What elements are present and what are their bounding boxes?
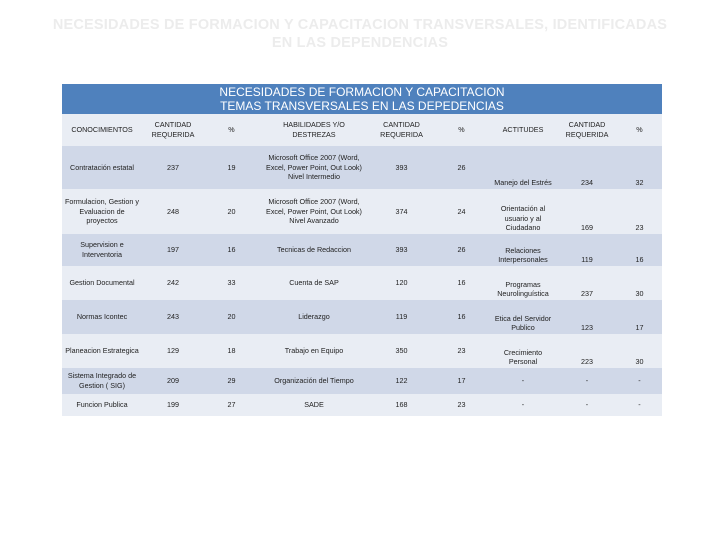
actitud-pct: 32 (617, 146, 662, 189)
header-cantidad-conocimientos: CANTIDAD REQUERIDA (142, 114, 204, 146)
header-pct-habilidades: % (434, 114, 489, 146)
actitud-pct: 30 (617, 334, 662, 368)
actitud-cell: Etica del Servidor Publico (489, 300, 557, 334)
actitud-cell: Crecimiento Personal (489, 334, 557, 368)
conocimiento-cantidad: 242 (142, 266, 204, 300)
table-title-line1: NECESIDADES DE FORMACION Y CAPACITACION (219, 85, 505, 99)
table-row (62, 394, 662, 416)
habilidad-cantidad: 120 (369, 266, 434, 300)
header-cantidad-actitudes: CANTIDAD REQUERIDA (557, 114, 617, 146)
needs-table (62, 114, 662, 416)
habilidad-cantidad: 168 (369, 394, 434, 416)
header-actitudes: ACTITUDES (489, 114, 557, 146)
header-conocimientos: CONOCIMIENTOS (62, 114, 142, 146)
conocimiento-cell: Sistema Integrado de Gestion ( SIG) (62, 368, 142, 394)
habilidad-cantidad: 393 (369, 234, 434, 266)
actitud-cantidad: 237 (557, 266, 617, 300)
habilidad-cantidad: 122 (369, 368, 434, 394)
conocimiento-pct: 20 (204, 189, 259, 234)
habilidad-pct: 26 (434, 234, 489, 266)
actitud-cantidad: 234 (557, 146, 617, 189)
conocimiento-pct: 18 (204, 334, 259, 368)
header-habilidades: HABILIDADES Y/O DESTREZAS (259, 114, 369, 146)
table-title-line2: TEMAS TRANSVERSALES EN LAS DEPEDENCIAS (220, 99, 504, 113)
conocimiento-pct: 16 (204, 234, 259, 266)
actitud-pct: 30 (617, 266, 662, 300)
habilidad-pct: 26 (434, 146, 489, 189)
actitud-cantidad: 123 (557, 300, 617, 334)
habilidad-pct: 16 (434, 300, 489, 334)
actitud-pct: 17 (617, 300, 662, 334)
conocimiento-cantidad: 199 (142, 394, 204, 416)
actitud-cell: - (489, 394, 557, 416)
actitud-cantidad: - (557, 394, 617, 416)
slide-title (0, 16, 720, 52)
actitud-cantidad: 223 (557, 334, 617, 368)
actitud-cantidad: 169 (557, 189, 617, 234)
habilidad-cell: SADE (259, 394, 369, 416)
conocimiento-cell: Planeacion Estrategica (62, 334, 142, 368)
table-row (62, 189, 662, 234)
conocimiento-pct: 33 (204, 266, 259, 300)
habilidad-pct: 23 (434, 394, 489, 416)
habilidad-cell: Tecnicas de Redaccion (259, 234, 369, 266)
table-row (62, 334, 662, 368)
habilidad-pct: 17 (434, 368, 489, 394)
slide-title-line2: EN LAS DEPENDENCIAS (271, 35, 449, 51)
conocimiento-pct: 29 (204, 368, 259, 394)
table-title (62, 84, 662, 114)
table-row (62, 266, 662, 300)
actitud-cell: Orientación al usuario y al Ciudadano (489, 189, 557, 234)
habilidad-cell: Organización del Tiempo (259, 368, 369, 394)
actitud-cell: Programas Neurolinguística (489, 266, 557, 300)
actitud-pct: - (617, 368, 662, 394)
conocimiento-pct: 27 (204, 394, 259, 416)
habilidad-cantidad: 350 (369, 334, 434, 368)
habilidad-cell: Trabajo en Equipo (259, 334, 369, 368)
habilidad-cell: Microsoft Office 2007 (Word, Excel, Power Point, Out Look) Nivel Intermedio (259, 146, 369, 189)
conocimiento-cell: Gestion Documental (62, 266, 142, 300)
habilidad-cell: Cuenta de SAP (259, 266, 369, 300)
header-pct-actitudes: % (617, 114, 662, 146)
actitud-pct: - (617, 394, 662, 416)
conocimiento-cell: Supervision e Interventoria (62, 234, 142, 266)
table-row (62, 146, 662, 189)
conocimiento-pct: 20 (204, 300, 259, 334)
table-row (62, 300, 662, 334)
conocimiento-cantidad: 248 (142, 189, 204, 234)
conocimiento-cantidad: 237 (142, 146, 204, 189)
actitud-cantidad: - (557, 368, 617, 394)
conocimiento-cell: Contratación estatal (62, 146, 142, 189)
conocimiento-cell: Normas Icontec (62, 300, 142, 334)
habilidad-cell: Liderazgo (259, 300, 369, 334)
conocimiento-pct: 19 (204, 146, 259, 189)
habilidad-cell: Microsoft Office 2007 (Word, Excel, Power Point, Out Look) Nivel Avanzado (259, 189, 369, 234)
conocimiento-cantidad: 129 (142, 334, 204, 368)
conocimiento-cell: Funcion Publica (62, 394, 142, 416)
actitud-cell: Relaciones Interpersonales (489, 234, 557, 266)
slide-title-line1: NECESIDADES DE FORMACION Y CAPACITACION TRANSVERSALES, IDENTIFICADAS (52, 17, 668, 33)
habilidad-cantidad: 374 (369, 189, 434, 234)
habilidad-pct: 24 (434, 189, 489, 234)
habilidad-pct: 16 (434, 266, 489, 300)
habilidad-cantidad: 119 (369, 300, 434, 334)
conocimiento-cantidad: 197 (142, 234, 204, 266)
table-row (62, 234, 662, 266)
actitud-cell: Manejo del Estrés (489, 146, 557, 189)
header-pct-conocimientos: % (204, 114, 259, 146)
actitud-cantidad: 119 (557, 234, 617, 266)
table-row (62, 368, 662, 394)
conocimiento-cell: Formulacion, Gestion y Evaluacion de proyectos (62, 189, 142, 234)
conocimiento-cantidad: 209 (142, 368, 204, 394)
habilidad-pct: 23 (434, 334, 489, 368)
actitud-pct: 16 (617, 234, 662, 266)
conocimiento-cantidad: 243 (142, 300, 204, 334)
actitud-pct: 23 (617, 189, 662, 234)
header-cantidad-habilidades: CANTIDAD REQUERIDA (369, 114, 434, 146)
actitud-cell: - (489, 368, 557, 394)
table-header-row (62, 114, 662, 146)
habilidad-cantidad: 393 (369, 146, 434, 189)
